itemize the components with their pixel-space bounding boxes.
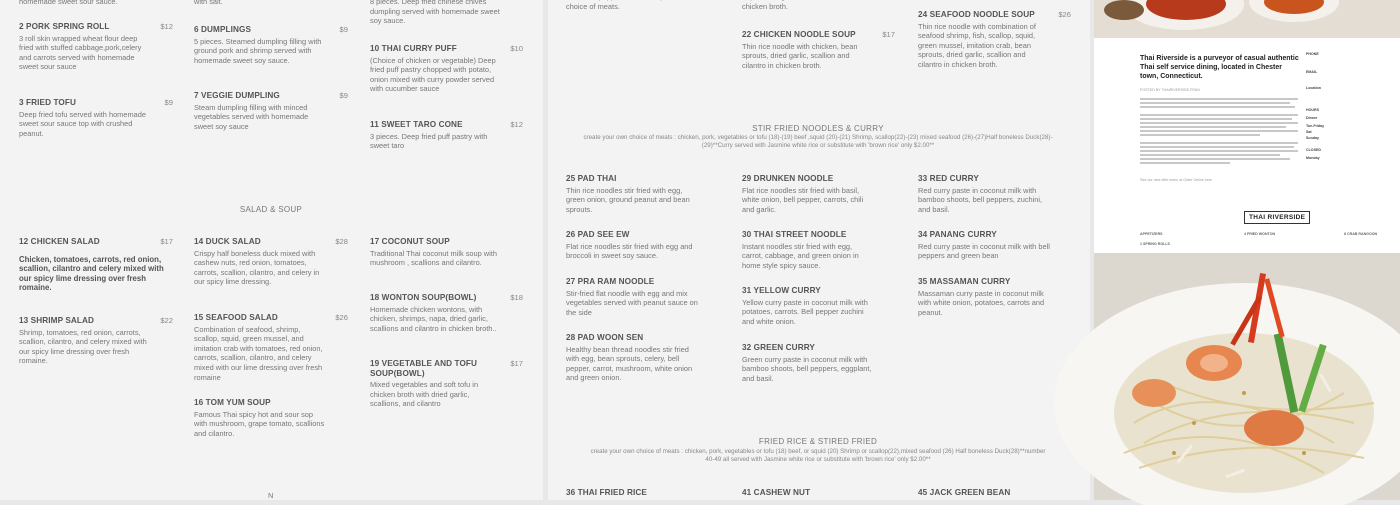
item-name: 2 PORK SPRING ROLL [19,22,110,31]
fragment-text: homemade sweet sour sauce. [19,0,118,6]
item-desc: Thin rice noodles stir fried with egg, green onion, ground peanut and bean sprouts. [566,185,690,214]
item-desc: Red curry paste in coconut milk with bamboo shoots, bell peppers, zuchini, and basil. [918,185,1043,214]
contact-label: Tue-Friday [1306,124,1325,128]
preview-column [1094,0,1400,500]
item-name: 14 DUCK SALAD [194,237,261,246]
item-price: $17 [882,30,895,39]
item-name: 3 FRIED TOFU [19,98,77,107]
menu-item [194,237,348,287]
menu-item [370,237,523,268]
item-price: $22 [160,316,173,325]
menu-thumbnail[interactable] [1124,200,1400,250]
item-name: 30 THAI STREET NOODLE [742,230,847,239]
item-desc: Red curry paste in coconut milk with bell peppers and green bean [918,241,1050,261]
item-desc: Homemade chicken wontons, with chicken, shrimps, napa, dried garlic, scallions and cilantro in chicken broth.. [370,304,497,333]
menu-item [19,316,173,366]
contact-label: PHONE [1306,52,1319,56]
menu-page-left [0,0,543,500]
item-desc: Traditional Thai coconut milk soup with mushroom , scallions and cilantro. [370,248,497,268]
food-photo-top [1094,0,1400,38]
menu-item [566,333,706,383]
menu-item [370,293,523,333]
item-desc: Crispy half boneless duck mixed with cashew nuts, red onion, tomatoes, carrots, scallion, cilantro, and celery in our spicy lime dressing. [194,248,320,287]
fragment-text: 8 pieces. Deep fried chinese chives dumpling served with homemade sweet soy sauce. [370,0,500,26]
body-text-lines [1140,96,1300,176]
item-name: 33 RED CURRY [918,174,979,183]
item-price: $12 [510,120,523,129]
item-name: 24 SEAFOOD NOODLE SOUP [918,10,1035,19]
item-desc: Stir-fried flat noodle with egg and mix vegetables served with peanut sauce on the side [566,288,698,317]
item-name: 25 PAD THAI [566,174,617,183]
contact-label: EMAIL [1306,70,1318,74]
menu-item [742,286,882,326]
item-desc: Flat rice noodles stir fried with egg and broccoli in sweet soy sauce. [566,241,693,261]
section-subtitle: create your own choice of meats : chicken, pork, vegetables or tofu (18)-(19) beef ,squid (20)-(21) Shrimp, scallop(22)-(23) mixed seafood (26)-(27)Half boneless Duck(28)-(29)**Curry served with Jasmine white rice or substitute with 'brown rice' only $2.00** [583,134,1053,149]
menu-item [742,174,882,214]
item-name: 31 YELLOW CURRY [742,286,821,295]
item-name: 19 VEGETABLE AND TOFU SOUP(BOWL) [370,359,478,378]
item-name: 32 GREEN CURRY [742,343,815,352]
menu-item [742,488,882,498]
item-desc: Flat rice noodles stir fried with basil, white onion, bell pepper, carrots, chili and garlic. [742,185,864,214]
thumb-col-title: 8 CRAB RANGOON [1344,232,1378,236]
item-name: 13 SHRIMP SALAD [19,316,95,325]
thumb-item: 1 SPRING ROLLS [1140,242,1170,246]
item-price: $9 [339,25,348,34]
item-price: $17 [160,237,173,246]
contact-label: Monday [1306,156,1320,160]
item-desc: 5 pieces. Steamed dumpling filling with ground pork and shrimp served with homemade sweet soy sauce. [194,36,322,65]
item-name: 15 SEAFOOD SALAD [194,313,278,322]
item-desc: Green curry paste in coconut milk with bamboo shoots, bell peppers, eggplant, and basil. [742,354,872,383]
item-name: 35 MASSAMAN CURRY [918,277,1011,286]
page-letter: N [268,491,274,500]
item-price: $26 [1058,10,1071,19]
item-desc: Chicken, tomatoes, carrots, red onion, scallion, cilantro and celery mixed with our spicy lime dressing over fresh romaine. [19,254,164,293]
pad-thai-image [1094,253,1400,500]
item-desc: Thin rice noodle with chicken, bean sprouts, dried garlic, scallion and cilantro in chicken broth. [742,41,858,70]
item-name: 17 COCONUT SOUP [370,237,450,246]
item-desc: 3 roll skin wrapped wheat flour deep fried with stuffed cabbage,pork,celery and carrots served with homemade sweet sour sauce [19,33,142,72]
menu-item [370,120,523,151]
item-desc: 3 pieces. Deep fried puff pastry with sweet taro [370,131,488,151]
item-name: 27 PRA RAM NOODLE [566,277,655,286]
item-name: 18 WONTON SOUP(BOWL) [370,293,477,302]
menu-item [566,174,706,214]
item-price: $9 [339,91,348,100]
item-price: $12 [160,22,173,31]
item-desc: Deep fried tofu served with homemade sweet sour sauce top with crushed peanut. [19,109,146,138]
item-price: $9 [164,98,173,107]
sauce-bowls-image [1094,0,1400,38]
item-name: 34 PANANG CURRY [918,230,997,239]
item-price: $18 [510,293,523,302]
menu-item [370,44,523,94]
item-name: 36 THAI FRIED RICE [566,488,647,497]
item-name: 7 VEGGIE DUMPLING [194,91,280,100]
fragment-text: choice of meats. [566,1,620,11]
menu-page-middle [548,0,1090,500]
item-desc: (Choice of chicken or vegetable) Deep fried puff pastry chopped with potato, onion mixed with curry powder served with cucumber sauce [370,55,496,94]
menu-item [194,25,348,65]
contact-label: HOURS [1306,108,1319,112]
menu-item [19,22,173,72]
item-price: $10 [510,44,523,53]
item-desc: Instant noodles stir fried with egg, carrot, cabbage, and green onion in home style spicy sauce. [742,241,859,270]
posted-by: POSTED BY THAIRIVERSIDE.FRAN [1140,88,1200,92]
menu-item [566,230,706,261]
item-desc: Shrimp, tomatoes, red onion, carrots, scallion, cilantro, and celery mixed with our spicy lime dressing over fresh romaine. [19,327,147,366]
order-online-link[interactable]: See our new offer menu at Order Online here [1140,178,1213,182]
menu-item [918,230,1058,261]
menu-item [566,488,706,498]
item-name: 41 CASHEW NUT [742,488,811,497]
item-desc: Yellow curry paste in coconut milk with potatoes, carrots. Bell pepper zuchini and white onion. [742,297,868,326]
item-name: 28 PAD WOON SEN [566,333,644,342]
section-title-stir-fried: STIR FRIED NOODLES & CURRY [752,124,884,133]
item-price: $28 [335,237,348,246]
menu-item [566,277,706,317]
menu-item [19,98,173,138]
item-name: 45 JACK GREEN BEAN [918,488,1011,497]
section-subtitle: create your own choice of meats : chicken, pork, vegetables or tofu (18) beef, or squid (20) Shrimp or scallop(22),mixed seafood (26) Half boneless Duck(28)**number 40-49 all served with Jasmine white rice or substitute with 'brown rice' only $2.00** [590,448,1046,463]
item-desc: Famous Thai spicy hot and sour sop with mushroom, grape tomato, scallions and cilantro. [194,409,325,438]
item-name: 26 PAD SEE EW [566,230,630,239]
menu-item [742,343,882,383]
contact-label: Location [1306,86,1321,90]
item-name: 12 CHICKEN SALAD [19,237,100,246]
item-name: 11 SWEET TARO CONE [370,120,463,129]
menu-item [918,174,1058,214]
item-desc: Combination of seafood, shrimp, scallop, squid, green mussel, and imitation crab with tomatoes, red onion, carrots, scallion, cilantro, and celery mixed with our lime dressing over fresh romaine [194,324,323,382]
item-desc: Mixed vegetables and soft tofu in chicken broth with dried garlic, scallions, and cilantro [370,380,479,409]
item-desc: Healthy bean thread noodles stir fried with egg, bean sprouts, celery, bell pepper, carrot, mushroom, white onion and green onion. [566,344,693,383]
fragment-text: chicken broth. [742,1,789,11]
contact-label: Sat [1306,130,1312,134]
menu-item [918,488,1058,498]
thumb-col-title: 4 FRIED WONTON [1244,232,1276,236]
menu-item [370,359,523,409]
item-name: 10 THAI CURRY PUFF [370,44,457,53]
about-heading: Thai Riverside is a purveyor of casual authentic Thai self service dining, located in Chester town, Connecticut. [1140,55,1299,80]
menu-item [742,30,895,70]
menu-item [19,237,173,293]
item-price: $17 [510,359,523,368]
item-name: 29 DRUNKEN NOODLE [742,174,834,183]
item-name: 6 DUMPLINGS [194,25,252,34]
menu-item [918,10,1071,70]
thumb-col-title: APPETIZERS [1140,232,1163,236]
menu-item [194,313,348,382]
about-card [1124,44,1400,194]
item-name: 16 TOM YUM SOUP [194,398,271,407]
menu-item [194,398,348,438]
item-price: $26 [335,313,348,322]
contact-label: CLOSED [1306,148,1321,152]
pad-thai-photo [1094,253,1400,500]
riverside-logo: THAI RIVERSIDE [1244,211,1310,224]
item-desc: Massaman curry paste in coconut milk with white onion, potatoes, carrots and peanut. [918,288,1045,317]
item-name: 22 CHICKEN NOODLE SOUP [742,30,856,39]
fragment-text: with salt. [194,0,223,6]
section-title-salad-soup: SALAD & SOUP [239,205,303,214]
item-desc: Thin rice noodle with combination of seafood shrimp, fish, scallop, squid, green mussel, imitation crab, bean sprouts, dried garlic, scallion and cilantro in chicken broth. [918,21,1036,69]
contact-label: Dinner [1306,116,1318,120]
item-desc: Steam dumpling filling with minced vegetables served with homemade sweet soy sauce [194,102,309,131]
menu-item [918,277,1058,317]
menu-item [194,91,348,131]
menu-item [742,230,882,270]
contact-label: Sunday [1306,136,1319,140]
section-title-fried-rice: FRIED RICE & STIRED FRIED [758,437,878,446]
